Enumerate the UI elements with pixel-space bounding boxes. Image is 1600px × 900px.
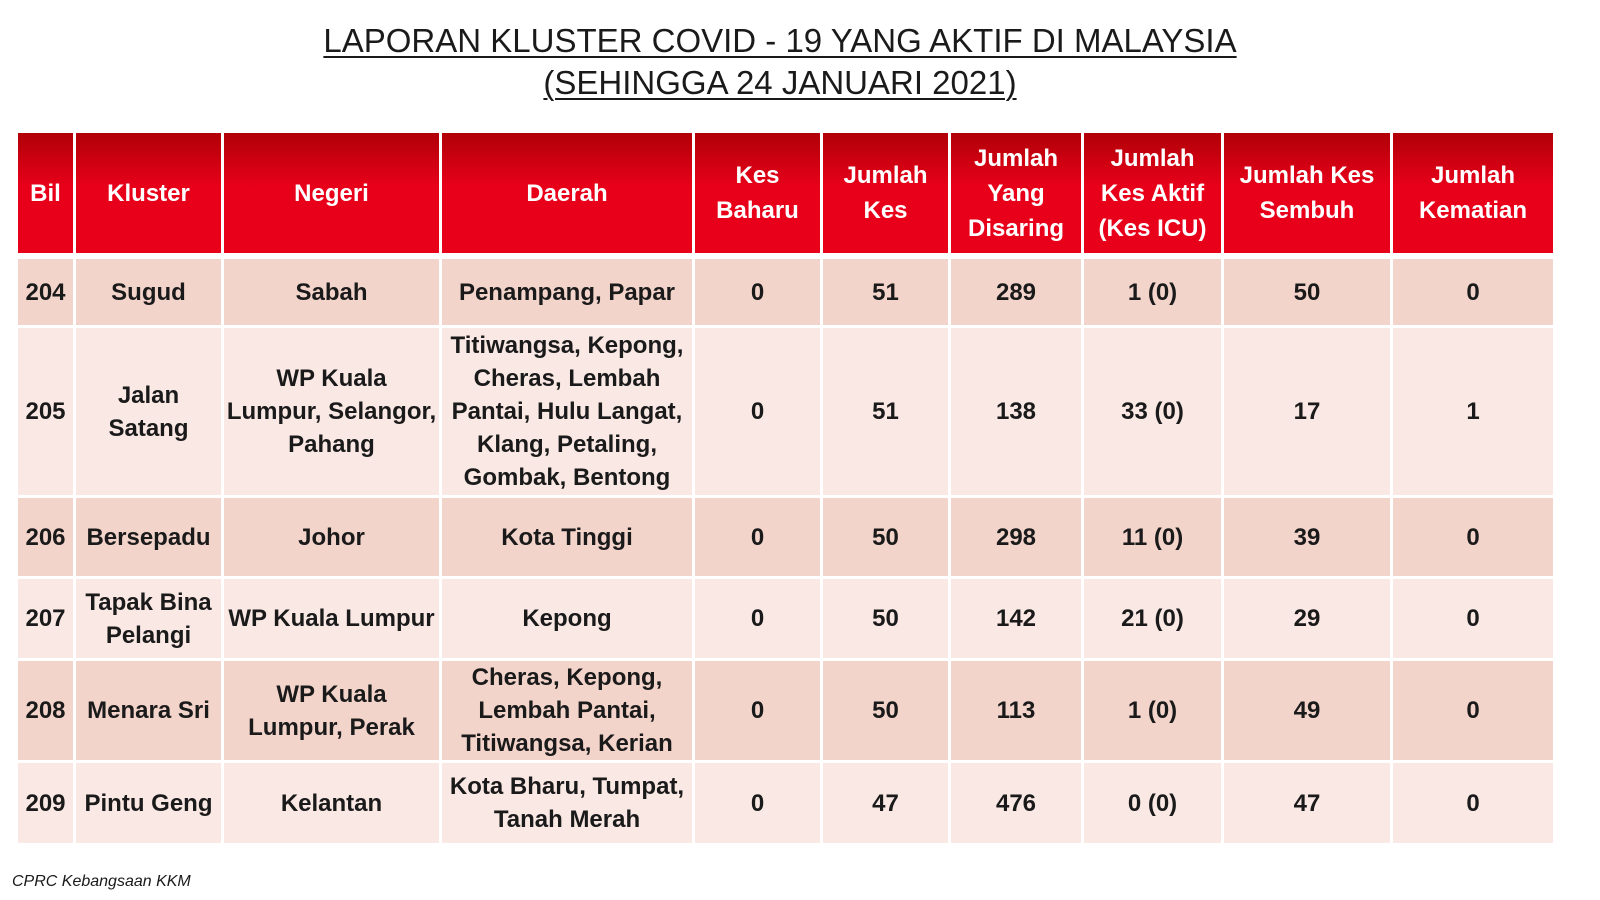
cell-kematian: 0 (1393, 579, 1553, 658)
table-row (18, 763, 1553, 843)
source-footer: CPRC Kebangsaan KKM (12, 873, 191, 890)
cell-kematian: 0 (1393, 498, 1553, 576)
cell-jumlah-kes: 51 (823, 259, 948, 325)
cell-sembuh: 50 (1224, 259, 1390, 325)
cell-sembuh: 29 (1224, 579, 1390, 658)
cell-kluster: Jalan Satang (76, 328, 221, 495)
cell-kluster: Pintu Geng (76, 763, 221, 843)
table-row (18, 498, 1553, 576)
cell-sembuh: 49 (1224, 661, 1390, 760)
cell-negeri: Sabah (224, 259, 439, 325)
cell-bil: 207 (18, 579, 73, 658)
cell-bil: 205 (18, 328, 73, 495)
cell-sembuh: 39 (1224, 498, 1390, 576)
cell-daerah: Kota Bharu, Tumpat, Tanah Merah (442, 763, 692, 843)
cell-negeri: Kelantan (224, 763, 439, 843)
cell-kes-aktif: 1 (0) (1084, 259, 1221, 325)
table-row (18, 328, 1553, 495)
table-row (18, 259, 1553, 325)
cell-kluster: Bersepadu (76, 498, 221, 576)
cell-kes-baharu: 0 (695, 763, 820, 843)
column-header: Kluster (76, 133, 221, 253)
report-title (0, 20, 1560, 104)
cell-negeri: WP Kuala Lumpur, Selangor, Pahang (224, 328, 439, 495)
table-header-row (18, 133, 1553, 253)
cell-disaring: 113 (951, 661, 1081, 760)
cell-sembuh: 17 (1224, 328, 1390, 495)
table-row (18, 579, 1553, 658)
cell-kes-baharu: 0 (695, 661, 820, 760)
cell-jumlah-kes: 47 (823, 763, 948, 843)
column-header: Daerah (442, 133, 692, 253)
cell-disaring: 289 (951, 259, 1081, 325)
cell-kluster: Menara Sri (76, 661, 221, 760)
cell-daerah: Cheras, Kepong, Lembah Pantai, Titiwangsa, Kerian (442, 661, 692, 760)
cell-kes-aktif: 33 (0) (1084, 328, 1221, 495)
cell-kematian: 0 (1393, 259, 1553, 325)
column-header: Jumlah Kes Sembuh (1224, 133, 1390, 253)
cell-disaring: 142 (951, 579, 1081, 658)
cell-bil: 204 (18, 259, 73, 325)
column-header: Jumlah Kes (823, 133, 948, 253)
column-header: Jumlah Kematian (1393, 133, 1553, 253)
cell-kematian: 0 (1393, 661, 1553, 760)
cell-kes-baharu: 0 (695, 259, 820, 325)
cell-kes-baharu: 0 (695, 498, 820, 576)
column-header: Negeri (224, 133, 439, 253)
cell-negeri: WP Kuala Lumpur (224, 579, 439, 658)
cell-kluster: Sugud (76, 259, 221, 325)
cell-daerah: Kepong (442, 579, 692, 658)
cell-kes-baharu: 0 (695, 328, 820, 495)
column-header: Kes Baharu (695, 133, 820, 253)
cell-kematian: 1 (1393, 328, 1553, 495)
cell-kes-aktif: 1 (0) (1084, 661, 1221, 760)
cell-negeri: Johor (224, 498, 439, 576)
report-title-line1: LAPORAN KLUSTER COVID - 19 YANG AKTIF DI MALAYSIA (323, 22, 1237, 59)
column-header: Bil (18, 133, 73, 253)
cell-disaring: 298 (951, 498, 1081, 576)
cell-bil: 208 (18, 661, 73, 760)
cell-jumlah-kes: 51 (823, 328, 948, 495)
cell-daerah: Penampang, Papar (442, 259, 692, 325)
cell-disaring: 138 (951, 328, 1081, 495)
cell-jumlah-kes: 50 (823, 661, 948, 760)
cell-bil: 206 (18, 498, 73, 576)
cell-kluster: Tapak Bina Pelangi (76, 579, 221, 658)
cell-kes-aktif: 0 (0) (1084, 763, 1221, 843)
cell-sembuh: 47 (1224, 763, 1390, 843)
cell-kes-baharu: 0 (695, 579, 820, 658)
cell-negeri: WP Kuala Lumpur, Perak (224, 661, 439, 760)
cell-bil: 209 (18, 763, 73, 843)
report-title-line2: (SEHINGGA 24 JANUARI 2021) (543, 64, 1017, 101)
cell-jumlah-kes: 50 (823, 498, 948, 576)
cell-jumlah-kes: 50 (823, 579, 948, 658)
column-header: Jumlah Kes Aktif (Kes ICU) (1084, 133, 1221, 253)
table-row (18, 661, 1553, 760)
cell-daerah: Titiwangsa, Kepong, Cheras, Lembah Pantai, Hulu Langat, Klang, Petaling, Gombak, Bentong (442, 328, 692, 495)
cell-kes-aktif: 11 (0) (1084, 498, 1221, 576)
column-header: Jumlah Yang Disaring (951, 133, 1081, 253)
cell-daerah: Kota Tinggi (442, 498, 692, 576)
cell-kes-aktif: 21 (0) (1084, 579, 1221, 658)
cluster-table (15, 130, 1556, 846)
cell-kematian: 0 (1393, 763, 1553, 843)
cell-disaring: 476 (951, 763, 1081, 843)
